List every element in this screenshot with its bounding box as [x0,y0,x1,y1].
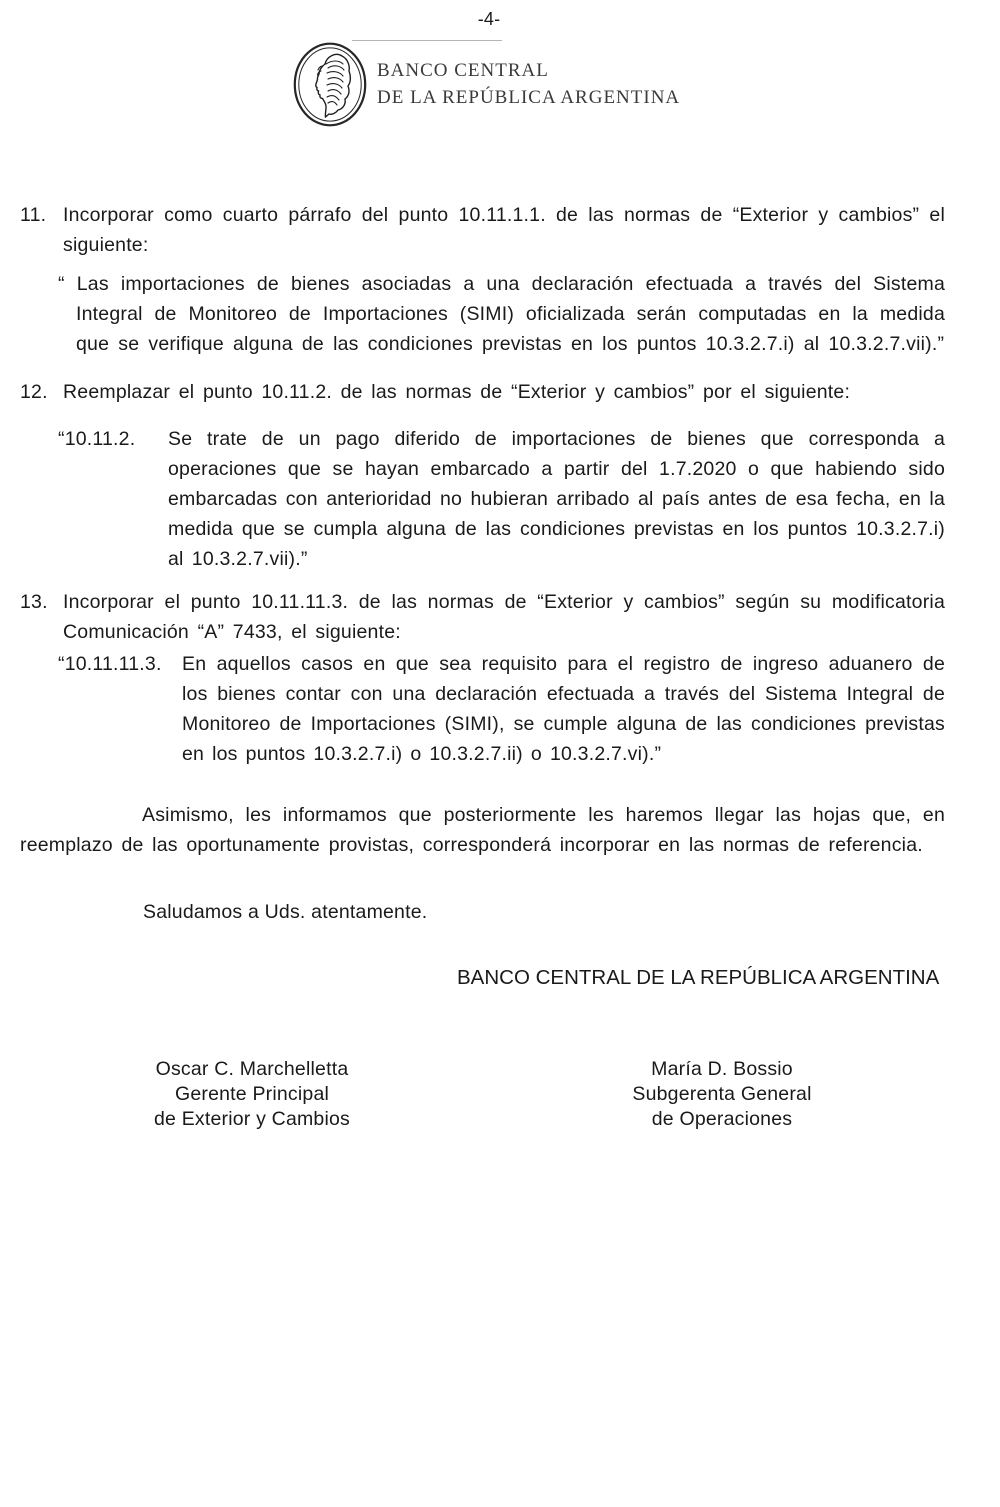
salutation: Saludamos a Uds. atentamente. [143,901,428,923]
signer-name: Oscar C. Marchelletta [155,1058,349,1080]
signer-name: María D. Bossio [651,1058,793,1080]
bcra-liberty-head-medallion-icon [292,42,368,127]
item-11-quoted-paragraph: “ Las importaciones de bienes asociadas a una declaración efectuada a través del Sistema Integral de Monitoreo de Importaciones (SIMI) oficializada serán computadas en la medida que se verifique alguna de las condiciones previstas en los puntos 10.3.2.7.i) al 10.3.2.7.vii).” [58,273,945,355]
signer-title-line1: Gerente Principal [174,1083,330,1105]
item-11-text: Incorporar como cuarto párrafo del punto 10.11.1.1. de las normas de “Exterior y cambios” el siguiente: [63,204,945,256]
bank-name-line2: DE LA REPÚBLICA ARGENTINA [377,87,681,108]
signer-title-line2: de Exterior y Cambios [153,1108,351,1130]
item-12-text: Reemplazar el punto 10.11.2. de las normas de “Exterior y cambios” por el siguiente: [63,381,851,403]
item-11 [20,200,945,260]
letterhead-rule [352,40,502,41]
item-11-number: 11. [20,204,47,226]
bank-name-line1: BANCO CENTRAL [377,60,549,81]
closing-paragraph: Asimismo, les informamos que posteriormente les haremos llegar las hojas que, en reemplazo de las oportunamente provistas, corresponderá incorporar en las normas de referencia. [20,804,945,856]
item-13-number: 13. [20,591,48,613]
bank-name [377,57,680,111]
item-12-number: 12. [20,381,48,403]
clause-text-10-11-11-3: En aquellos casos en que sea requisito para el registro de ingreso aduanero de los bienes contar con una declaración efectuada a través del Sistema Integral de Monitoreo de Importaciones (SIMI), se cumple alguna de las condiciones previstas en los puntos 10.3.2.7.i) o 10.3.2.7.ii) o 10.3.2.7.vi).” [182,653,945,765]
item-13 [20,587,945,647]
page-number: -4- [477,9,501,29]
clause-text-10-11-2: Se trate de un pago diferido de importaciones de bienes que corresponda a operaciones que se hayan embarcado a partir del 1.7.2020 o que habiendo sido embarcadas con anterioridad no hubieran arribado al país antes de esa fecha, en la medida que se cumpla alguna de las condiciones previstas en los puntos 10.3.2.7.i) al 10.3.2.7.vii).” [168,428,945,570]
clause-number-10-11-11-3: “10.11.11.3. [58,653,162,675]
signature-block-right [600,1057,844,1132]
signature-block-left [130,1057,374,1132]
item-13-text: Incorporar el punto 10.11.11.3. de las normas de “Exterior y cambios” según su modificatoria Comunicación “A” 7433, el siguiente: [63,591,945,643]
signer-title-line2: de Operaciones [651,1108,793,1130]
clause-number-10-11-2: “10.11.2. [58,428,136,450]
signer-title-line1: Subgerenta General [632,1083,812,1105]
item-13-clause [58,649,945,769]
item-12 [20,377,945,407]
closing-bank-name: BANCO CENTRAL DE LA REPÚBLICA ARGENTINA [457,966,940,989]
item-12-clause [58,424,945,574]
